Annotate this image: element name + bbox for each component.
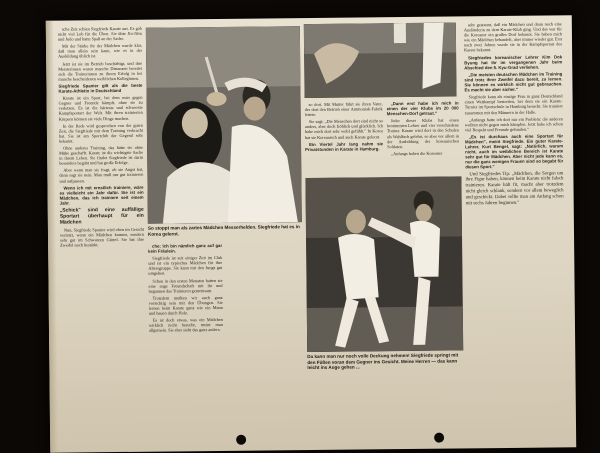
article-paragraph: Es ist doch etwas, was ein Mädchen wirklich nicht braucht, meint man allgemein. Sie aber sieht das ganz anders.	[148, 317, 223, 334]
article-paragraph: Karate ist ein Sport, bei dem man gegen Gegner und Freunde kämpft, ohne sie zu verletzen. Es ist die härteste und schwerste Kampfsportart der Welt. Mit ihren trainierten Körpern können sie viele Dinge machen.	[58, 94, 143, 122]
article-paragraph: sche Zeit schien Siegfrieds Karate aus. Es gab nicht viel Lob für die Üben. Sie übte Jiu-Jitsu und Judo und hatte Spaß an der Sache.	[57, 25, 142, 42]
article-paragraph: Nun, Siegfriede Spanier wird oben im Gesicht verletzt, wenn ein Mädchen kommt, sondern sehr gut im Schwarzen Gürtel. Sie hat ihre Zweifel noch bestärkt.	[59, 226, 145, 248]
article-paragraph-bold: Siegfriedes koreanischer Lehrer Kim Dok Byung hat ihr im vergangenen Jahr beim Abschied den 5. Kyu-Grad verliehen.	[464, 53, 563, 71]
article-paragraph: In der Rede wird gesprochen von der guten Zeit, die Siegfriede mit dem Training verbracht hat. Sie ist am Sportclub der Gegend sehr bekannt.	[58, 122, 143, 144]
article-paragraph-bold: che: Ich bin nämlich ganz auf gar kein Fräulein.	[148, 242, 223, 254]
article-paragraph: „Anfangs hatte ich dort nur ein Problem: die anderen wollten nicht gegen mich kämpfen. Jetzt habe ich schon viel Respekt und Freunde gefunden."	[464, 115, 563, 133]
article-paragraph: so dort. Mit Mutter fährt sie ihren Vater, der dort den Betrieb einer Ammoniak-Fabrik leitete.	[304, 101, 383, 118]
article-column-3	[305, 101, 384, 172]
photo-kick-detail	[304, 22, 457, 98]
article-paragraph: Und Siegfriedes Tip: „Mädchen, die Sorgen um ihre Figur haben, können beim Karate nicht falsch trainieren. Karate hält fit, macht aber trotzdem nicht gleich schlank, sondern vor allem beweglich und geschickt. Dabei sollte man am Anfang schon mit sechs Jahren beginnen."	[465, 170, 564, 206]
article-column-5	[464, 21, 566, 442]
article-paragraph: Jetzt ist sie im Betrieb beschäftigt, und ihre Meisterinnen waren manche Distanzen bereitet sich die Trainerinnen zu ihrem Erfolg in bei manche bescheidenen weiblichen Kolleginnen.	[58, 60, 143, 82]
photo-knife-defense	[146, 26, 302, 224]
article-paragraph: Ohne anderes Training, das hätte sie ohne Mühe geschafft. Karate ist die wichtigste Sache in ihrem Leben. Sie findet Siegfriede ist darin besonders begabt und hat große Erfolge.	[59, 144, 144, 166]
article-paragraph-bold: „Dann erst habe ich mich in einen der vier Klubs im 20 000 Menschen-Dorf getraut."	[386, 100, 459, 117]
photo-caption-knife: So stoppt man als zartes Mädchen Messerhelden. Siegfriede hat es in Korea gelernt.	[147, 224, 300, 237]
photo-caption-kick: Da kann man nur noch volle Deckung nehmen! Siegfriede springt mit den Füßen voran dem Gegner ins Gesicht. Meine Herren — das kann leicht ins Auge gehen ...	[307, 352, 459, 371]
photo-flying-kick-art	[305, 176, 463, 352]
article-column-1	[58, 26, 146, 447]
photo-knife-defense-art	[146, 26, 302, 224]
article-paragraph: sehr gestaunt, daß ein Mädchen und dann noch eine Ausländerin zu dem Karate-Klub ging. Und das war für die Koreaner ein großes Dorf bekannt. Sie haben mich wie ein Mädchen behandelt, aber immer wieder gut. Erst nach zwei Jahren wurde sie in der Kampfsportart des Karate bekannt.	[463, 21, 563, 53]
punch-hole-left	[236, 435, 246, 445]
photo-kick-detail-art	[304, 22, 457, 98]
article-paragraph: Siegfriede ist seit einiger Zeit im Club und ist ein typisches Mädchen für ihre Altersgruppe. Sie kann mit den Jungs gut umgehen.	[148, 255, 223, 277]
article-paragraph-bold: „Es ist durchaus auch eine Sportart für Mädchen", meint Siegfriede. Ein guter Karate-Lehrer, Kurt Bengel, sagt: „Natürlich, warum nicht, auch im weiblichen Bereich ist Karate sehr gut für Mädchen. Aber nicht jede kann es, nur die ganz wenigen Frauen sind so begabt für diesen Sport."	[465, 133, 564, 170]
article-paragraph: Schon in den ersten Monaten hatten sie eine enge Freundschaft mit ihr und begannen das Trainieren gemeinsam.	[148, 277, 223, 294]
article-paragraph: Mit der Stärke ihr der Mädchen wurde klar, daß man allein sein kann, wie es in der Ausbildung üblich ist.	[58, 43, 143, 60]
article-subhead: Siegfriede Spanier gilt als die beste Karate-Athletin in Deutschland	[58, 82, 143, 94]
punch-hole-right	[434, 433, 444, 443]
newspaper-clipping	[46, 15, 576, 452]
article-paragraph: Sie sagt: „Die Menschen dort sind nicht so anders, aber doch fröhlich und glücklich. Ich habe mich dort sehr wohl gefühlt." In Korea hat sie Koreanisch und auch Karate gelernt.	[304, 118, 383, 140]
article-paragraph-bold: Ein Viertel Jahr lang nahm sie Privatstunden in Karate in Hamburg.	[305, 140, 384, 152]
article-paragraph: Siegfriede kann als einzige Frau in ganz Deutschland einen Wettkampf bestreiten, bei dem sie ein Karate-Turnier im Sportschule in Hamburg besucht. Sie trainiert zusammen mit den Männern in der Halle.	[464, 93, 563, 115]
paper-edge-shadow	[46, 21, 59, 453]
article-paragraph: Aber wenn man sie fragt, ob sie Angst hat, dann sagt sie nein. Man muß nur gut trainieren und aufpassen.	[59, 167, 144, 184]
article-paragraph: Jeder dieser Klubs hat einen bestimmten Lehrer und vier verschiedene Trainer. Karate wird dort in den Schulen als Wahlfach gelehrt, so aber vor allem in der Ausbildung der koreanischen Soldaten.	[386, 117, 460, 149]
article-quote-subhead: „Schick" sind eine auffällige Sportart überhaupt für ein Mädchen	[59, 206, 144, 226]
article-paragraph: Trotzdem mußten wir auch ganz vorsichtig sein mit den Übungen. Sie lernen beim Karate ganz wie ein Mann und hauen durch Holz.	[148, 294, 223, 316]
article-paragraph-bold: „Die meisten deutschen Mädchen im Training sind trotz ihrer Zweifel dazu bereit, zu lernen. Sie können es wirklich nicht gut gebrauchen. Es macht sie aber sicher."	[464, 71, 563, 93]
photo-flying-kick	[305, 176, 463, 352]
article-paragraph: „Anfangs haben die Koreaner	[391, 150, 443, 156]
article-paragraph-bold: Wenn ich mit ernstlich trainiere, wäre es vielleicht ein Jahr dafür. Sie ist ein Mädchen, das ich trainiere seit einem Jahr.	[59, 184, 144, 206]
article-column-4	[387, 100, 460, 171]
article-column-2	[148, 243, 224, 444]
